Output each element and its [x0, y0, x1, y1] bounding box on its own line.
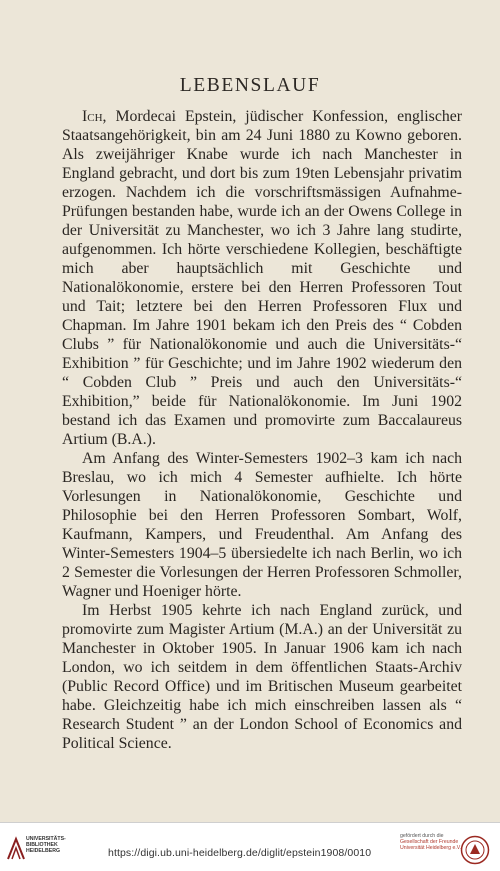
paragraph-1-first-word: Ich — [82, 108, 103, 125]
paragraph-3: Im Herbst 1905 kehrte ich nach England zurück, und promovirte zum Magister Artium (M.A.) an der Universität zu Manchester in Oktober 1905. In Januar 1906 kam ich nach London, wo ich seitdem in dem öffentlichen Staats-Archiv (Public Record Office) und im Britischen Museum gearbeitet habe. Gleichzeitig habe ich mich einschreiben lassen als “ Research Student ” an der London School of Economics and Political Science. — [62, 602, 462, 752]
body-text — [62, 107, 462, 753]
library-name: UNIVERSITÄTS- BIBLIOTHEK HEIDELBERG — [26, 836, 66, 854]
paragraph-1-text: , Mordecai Epstein, jüdischer Konfession, englischer Staatsangehörigkeit, bin am 24 Juni 1880 zu Kowno geboren. Als zweijähriger Knabe wurde ich nach Manchester in England gebracht, und dort bis zum 19ten Lebensjahr privatim erzogen. Nachdem ich die vorschriftsmässigen Aufnahme-Prüfungen bestanden habe, wurde ich an der Owens College in der Universität zu Manchester, wo ich 3 Jahre lang studirte, aufgenommen. Ich hörte verschiedene Kollegien, beschäftigte mich aber hauptsächlich mit Geschichte und Nationalökonomie, erstere bei den Herren Professoren Tout und Tait; letztere bei den Herren Professoren Flux und Chapman. Im Jahre 1901 bekam ich den Preis des “ Cobden Clubs ” für Nationalökonomie und auch die Universitäts-“ Exhibition ” für Geschichte; und im Jahre 1902 wiederum den “ Cobden Club ” Preis und auch den Universitäts-“ Exhibition,” beide für Nationalökonomie. Im Juni 1902 bestand ich das Examen und promovirte zum Baccalaureus Artium (B.A.). — [62, 108, 462, 448]
university-seal-icon — [460, 835, 490, 865]
page-title: LEBENSLAUF — [179, 75, 321, 96]
paragraph-2: Am Anfang des Winter-Semesters 1902–3 kam ich nach Breslau, wo ich mich 4 Semester aufhielte. Ich hörte Vorlesungen in Nationalökonomie, Geschichte und Philosophie bei den Herren Professoren Sombart, Wolf, Kaufmann, Kampers, und Freudenthal. Am Anfang des Winter-Semesters 1904–5 übersiedelte ich nach Berlin, wo ich 2 Semester die Vorlesungen der Herren Professoren Schmoller, Wagner und Hoeniger hörte. — [62, 450, 462, 600]
sponsor-text: gefördert durch die Gesellschaft der Freunde Universität Heidelberg e.V. — [400, 833, 462, 852]
viewer-footer — [0, 822, 500, 871]
paragraph-1 — [62, 107, 462, 449]
library-logo-icon — [6, 835, 26, 861]
permalink-url[interactable]: https://digi.ub.uni-heidelberg.de/diglit/epstein1908/0010 — [108, 847, 372, 859]
